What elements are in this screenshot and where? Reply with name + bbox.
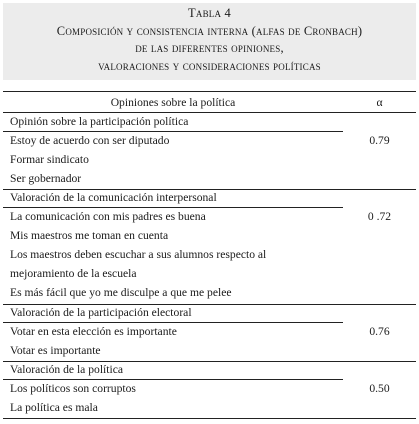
list-item: Los políticos son corruptos <box>10 382 136 395</box>
section-title-rule <box>3 322 343 323</box>
list-item: La comunicación con mis padres es buena <box>10 210 206 223</box>
caption-line-4: valoraciones y consideraciones políticas <box>98 58 321 73</box>
list-item: Es más fácil que yo me disculpe a que me pelee <box>10 286 232 299</box>
list-item: La política es mala <box>10 401 98 414</box>
section-title-rule <box>3 207 343 208</box>
list-item: Estoy de acuerdo con ser diputado <box>10 134 170 147</box>
caption-line-3: de las diferentes opiniones, <box>135 41 284 55</box>
section-title: Opinión sobre la participación política <box>10 115 189 128</box>
section-title: Valoración de la participación electoral <box>10 306 192 319</box>
list-item: Votar es importante <box>10 344 101 357</box>
alpha-value: 0.50 <box>369 382 390 395</box>
list-item: Votar en esta elección es importante <box>10 325 177 338</box>
section-comunicacion-interpersonal <box>3 189 416 304</box>
alpha-value: 0.79 <box>369 134 390 147</box>
section-participacion-electoral <box>3 304 416 361</box>
table-header-row <box>3 95 416 112</box>
table-caption <box>3 3 416 80</box>
header-opinions: Opiniones sobre la política <box>110 96 236 109</box>
section-title-rule <box>3 379 343 380</box>
caption-line-1: Tabla 4 <box>188 6 231 20</box>
caption-line-2: Composición y consistencia interna (alfas de Cronbach) <box>56 23 363 38</box>
list-item: Mis maestros me toman en cuenta <box>10 229 169 242</box>
alpha-table <box>3 91 416 418</box>
section-valoracion-politica <box>3 361 416 418</box>
table-top-rule <box>3 91 416 92</box>
section-title: Valoración de la política <box>10 363 123 376</box>
section-participacion-politica <box>3 113 416 189</box>
section-bottom-rule <box>3 418 416 419</box>
list-item: mejoramiento de la escuela <box>10 267 137 280</box>
alpha-value: 0 .72 <box>367 210 392 223</box>
alpha-value: 0.76 <box>369 325 390 338</box>
header-alpha: α <box>376 96 383 109</box>
list-item: Los maestros deben escuchar a sus alumnos respecto al <box>10 248 267 261</box>
list-item: Formar sindicato <box>10 153 89 166</box>
section-title: Valoración de la comunicación interpersonal <box>10 191 217 204</box>
section-title-rule <box>3 131 343 132</box>
list-item: Ser gobernador <box>10 172 82 185</box>
